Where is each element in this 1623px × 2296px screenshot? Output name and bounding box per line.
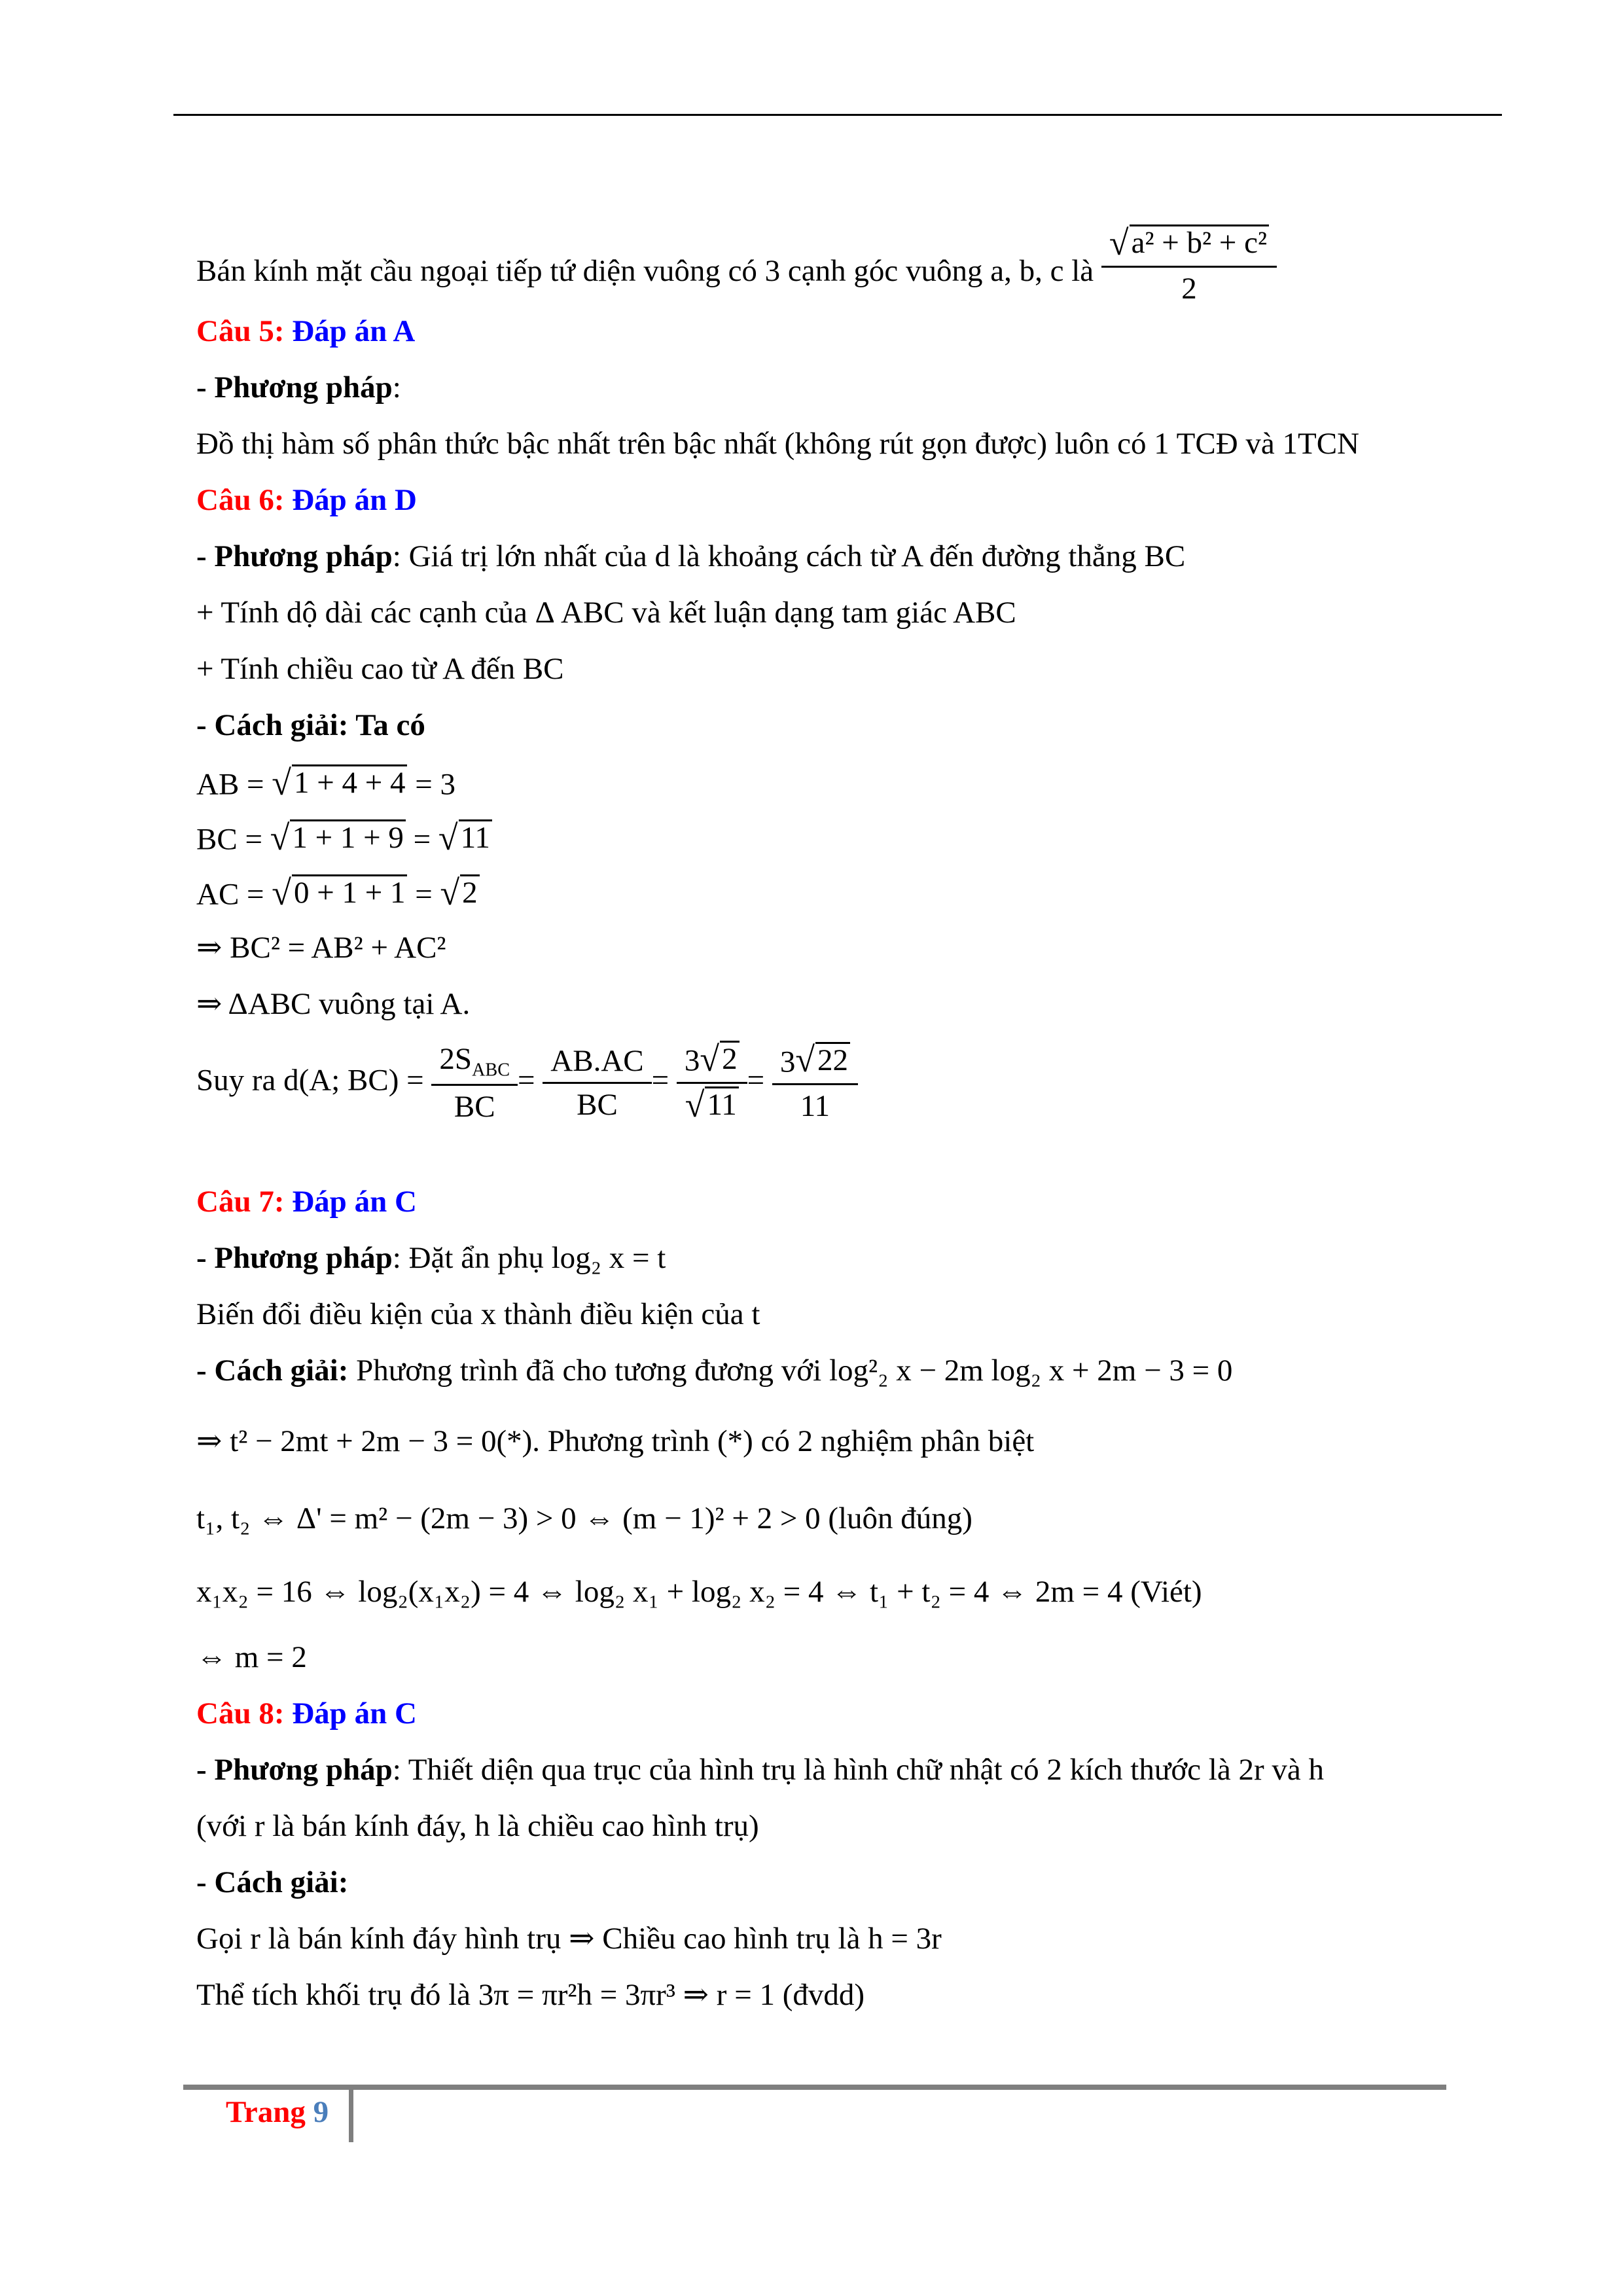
radius-formula-denominator: 2 [1101, 266, 1277, 307]
question-5-header [196, 313, 415, 350]
page-number: 9 [313, 2095, 329, 2129]
method-text: : Thiết diện qua trục của hình trụ là hình chữ nhật có 2 kích thước là 2r và h [392, 1753, 1324, 1787]
fraction-3: 3 √ 2 √ 11 [681, 1041, 743, 1125]
footer-divider [349, 2090, 353, 2142]
fraction-3-coefficient: 3 [684, 1043, 700, 1078]
question-5-method [196, 369, 401, 406]
method-label: - Phương pháp [196, 370, 393, 404]
equation-ac-radicand: 0 + 1 + 1 [292, 874, 408, 910]
equation-bc-eq: = [405, 822, 438, 857]
question-6-number: Câu 6: [196, 483, 285, 517]
solution-text: Phương trình đã cho tương đương với log²₂ x − 2m log₂ x + 2m − 3 = 0 [348, 1354, 1233, 1388]
footer-rule [183, 2085, 1446, 2090]
header-rule [173, 114, 1502, 116]
equation-ab: AB = √ 1 + 4 + 4 = 3 [196, 762, 455, 802]
equation-ab-lhs: AB = [196, 767, 272, 802]
fraction-1 [435, 1041, 514, 1126]
fraction-3-den-radicand: 11 [705, 1086, 738, 1122]
fraction-4: 3 √ 22 11 [776, 1042, 854, 1124]
method-colon: : [392, 370, 401, 404]
equation-ab-rhs: = 3 [407, 767, 455, 802]
question-5-number: Câu 5: [196, 314, 285, 348]
question-8-header [196, 1695, 417, 1732]
equation-ac-eq: = [407, 877, 440, 912]
fraction-4-denominator: 11 [772, 1083, 858, 1124]
question-8-answer: Đáp án C [292, 1696, 417, 1731]
question-6-answer: Đáp án D [292, 483, 417, 517]
question-8-step-1: (với r là bán kính đáy, h là chiều cao hình trụ) [196, 1809, 759, 1843]
fraction-4-radicand: 22 [815, 1042, 850, 1078]
question-7-header [196, 1183, 417, 1220]
equation-ab-radicand: 1 + 4 + 4 [292, 764, 408, 800]
method-label: - Phương pháp [196, 1753, 393, 1787]
fraction-2-denominator: BC [543, 1082, 651, 1123]
question-5-text: Đồ thị hàm số phân thức bậc nhất trên bậc nhất (không rút gọn được) luôn có 1 TCĐ và 1TCN [196, 427, 1360, 461]
fraction-2-numerator: AB.AC [550, 1043, 644, 1078]
question-6-method [196, 538, 1185, 575]
question-7-step-5: ⇔ m = 2 [196, 1640, 307, 1674]
method-text: : Giá trị lớn nhất của d là khoảng cách từ A đến đường thẳng BC [392, 539, 1186, 573]
question-7-method [196, 1240, 666, 1276]
method-label: - Phương pháp [196, 539, 393, 573]
question-7-step-4: x₁x₂ = 16 ⇔ log₂(x₁x₂) = 4 ⇔ log₂ x₁ + log₂ x₂ = 4 ⇔ t₁ + t₂ = 4 ⇔ 2m = 4 (Viét) [196, 1575, 1202, 1609]
question-7-step-2: ⇒ t² − 2mt + 2m − 3 = 0(*). Phương trình (*) có 2 nghiệm phân biệt [196, 1424, 1035, 1458]
question-5-answer: Đáp án A [292, 314, 416, 348]
question-7-answer: Đáp án C [292, 1185, 417, 1219]
question-7-step-1: Biến đổi điều kiện của x thành điều kiện của t [196, 1297, 760, 1331]
question-8-step-3: Thể tích khối trụ đó là 3π = πr²h = 3πr³ ⇒ r = 1 (đvdd) [196, 1978, 865, 2012]
equation-bc: BC = √ 1 + 1 + 9 = √ 11 [196, 819, 492, 858]
question-8-method [196, 1751, 1324, 1788]
equation-pythagoras: ⇒ BC² = AB² + AC² [196, 931, 446, 965]
radius-statement-text: Bán kính mặt cầu ngoại tiếp tứ diện vuông có 3 cạnh góc vuông a, b, c là [196, 253, 1094, 288]
equation-ac-lhs: AC = [196, 877, 272, 912]
radius-formula-numerator: a² + b² + c² [1130, 224, 1270, 260]
equation-bc-radicand-2: 11 [459, 819, 492, 855]
distance-formula-lhs: Suy ra d(A; BC) = [196, 1063, 424, 1098]
equation-bc-radicand: 1 + 1 + 9 [290, 819, 406, 855]
fraction-1-subscript: ABC [472, 1060, 510, 1081]
question-8-step-2: Gọi r là bán kính đáy hình trụ ⇒ Chiều cao hình trụ là h = 3r [196, 1922, 942, 1956]
question-6-solution-label: - Cách giải: Ta có [196, 708, 425, 742]
question-7-solution [196, 1352, 1232, 1389]
equation-bc-lhs: BC = [196, 822, 270, 857]
radius-statement [196, 223, 1277, 315]
fraction-4-coefficient: 3 [779, 1045, 796, 1079]
question-8-solution-label: - Cách giải: [196, 1865, 349, 1899]
question-8-number: Câu 8: [196, 1696, 285, 1731]
question-6-step-2: + Tính chiều cao từ A đến BC [196, 652, 564, 686]
radius-formula: √ a² + b² + c² 2 [1105, 224, 1273, 307]
question-6-header [196, 482, 417, 518]
question-7-number: Câu 7: [196, 1185, 285, 1219]
fraction-1-denominator: BC [431, 1084, 518, 1125]
footer-label: Trang [226, 2095, 306, 2129]
page-footer [226, 2094, 329, 2130]
method-text: : Đặt ẩn phụ log₂ x = t [392, 1241, 666, 1275]
equation-ac-radicand-2: 2 [460, 874, 480, 910]
equation-ac: AC = √ 0 + 1 + 1 = √ 2 [196, 874, 480, 913]
right-triangle-conclusion: ⇒ ΔABC vuông tại A. [196, 987, 471, 1021]
question-6-step-1: + Tính dộ dài các cạnh của Δ ABC và kết luận dạng tam giác ABC [196, 596, 1016, 630]
fraction-2 [546, 1043, 647, 1124]
question-7-step-3: t₁, t₂ ⇔ Δ' = m² − (2m − 3) > 0 ⇔ (m − 1)² + 2 > 0 (luôn đúng) [196, 1501, 972, 1535]
solution-label: - Cách giải: [196, 1354, 349, 1388]
fraction-3-radicand: 2 [720, 1041, 740, 1077]
distance-formula: Suy ra d(A; BC) = $\frac{2S_{ABC}}{BC}$ = $\frac{AB.AC}{BC}$ = 3 √ 2 √ 11 = 3 √ 22 11 [196, 1041, 858, 1126]
fraction-1-numerator: 2S [439, 1042, 473, 1076]
method-label: - Phương pháp [196, 1241, 393, 1275]
